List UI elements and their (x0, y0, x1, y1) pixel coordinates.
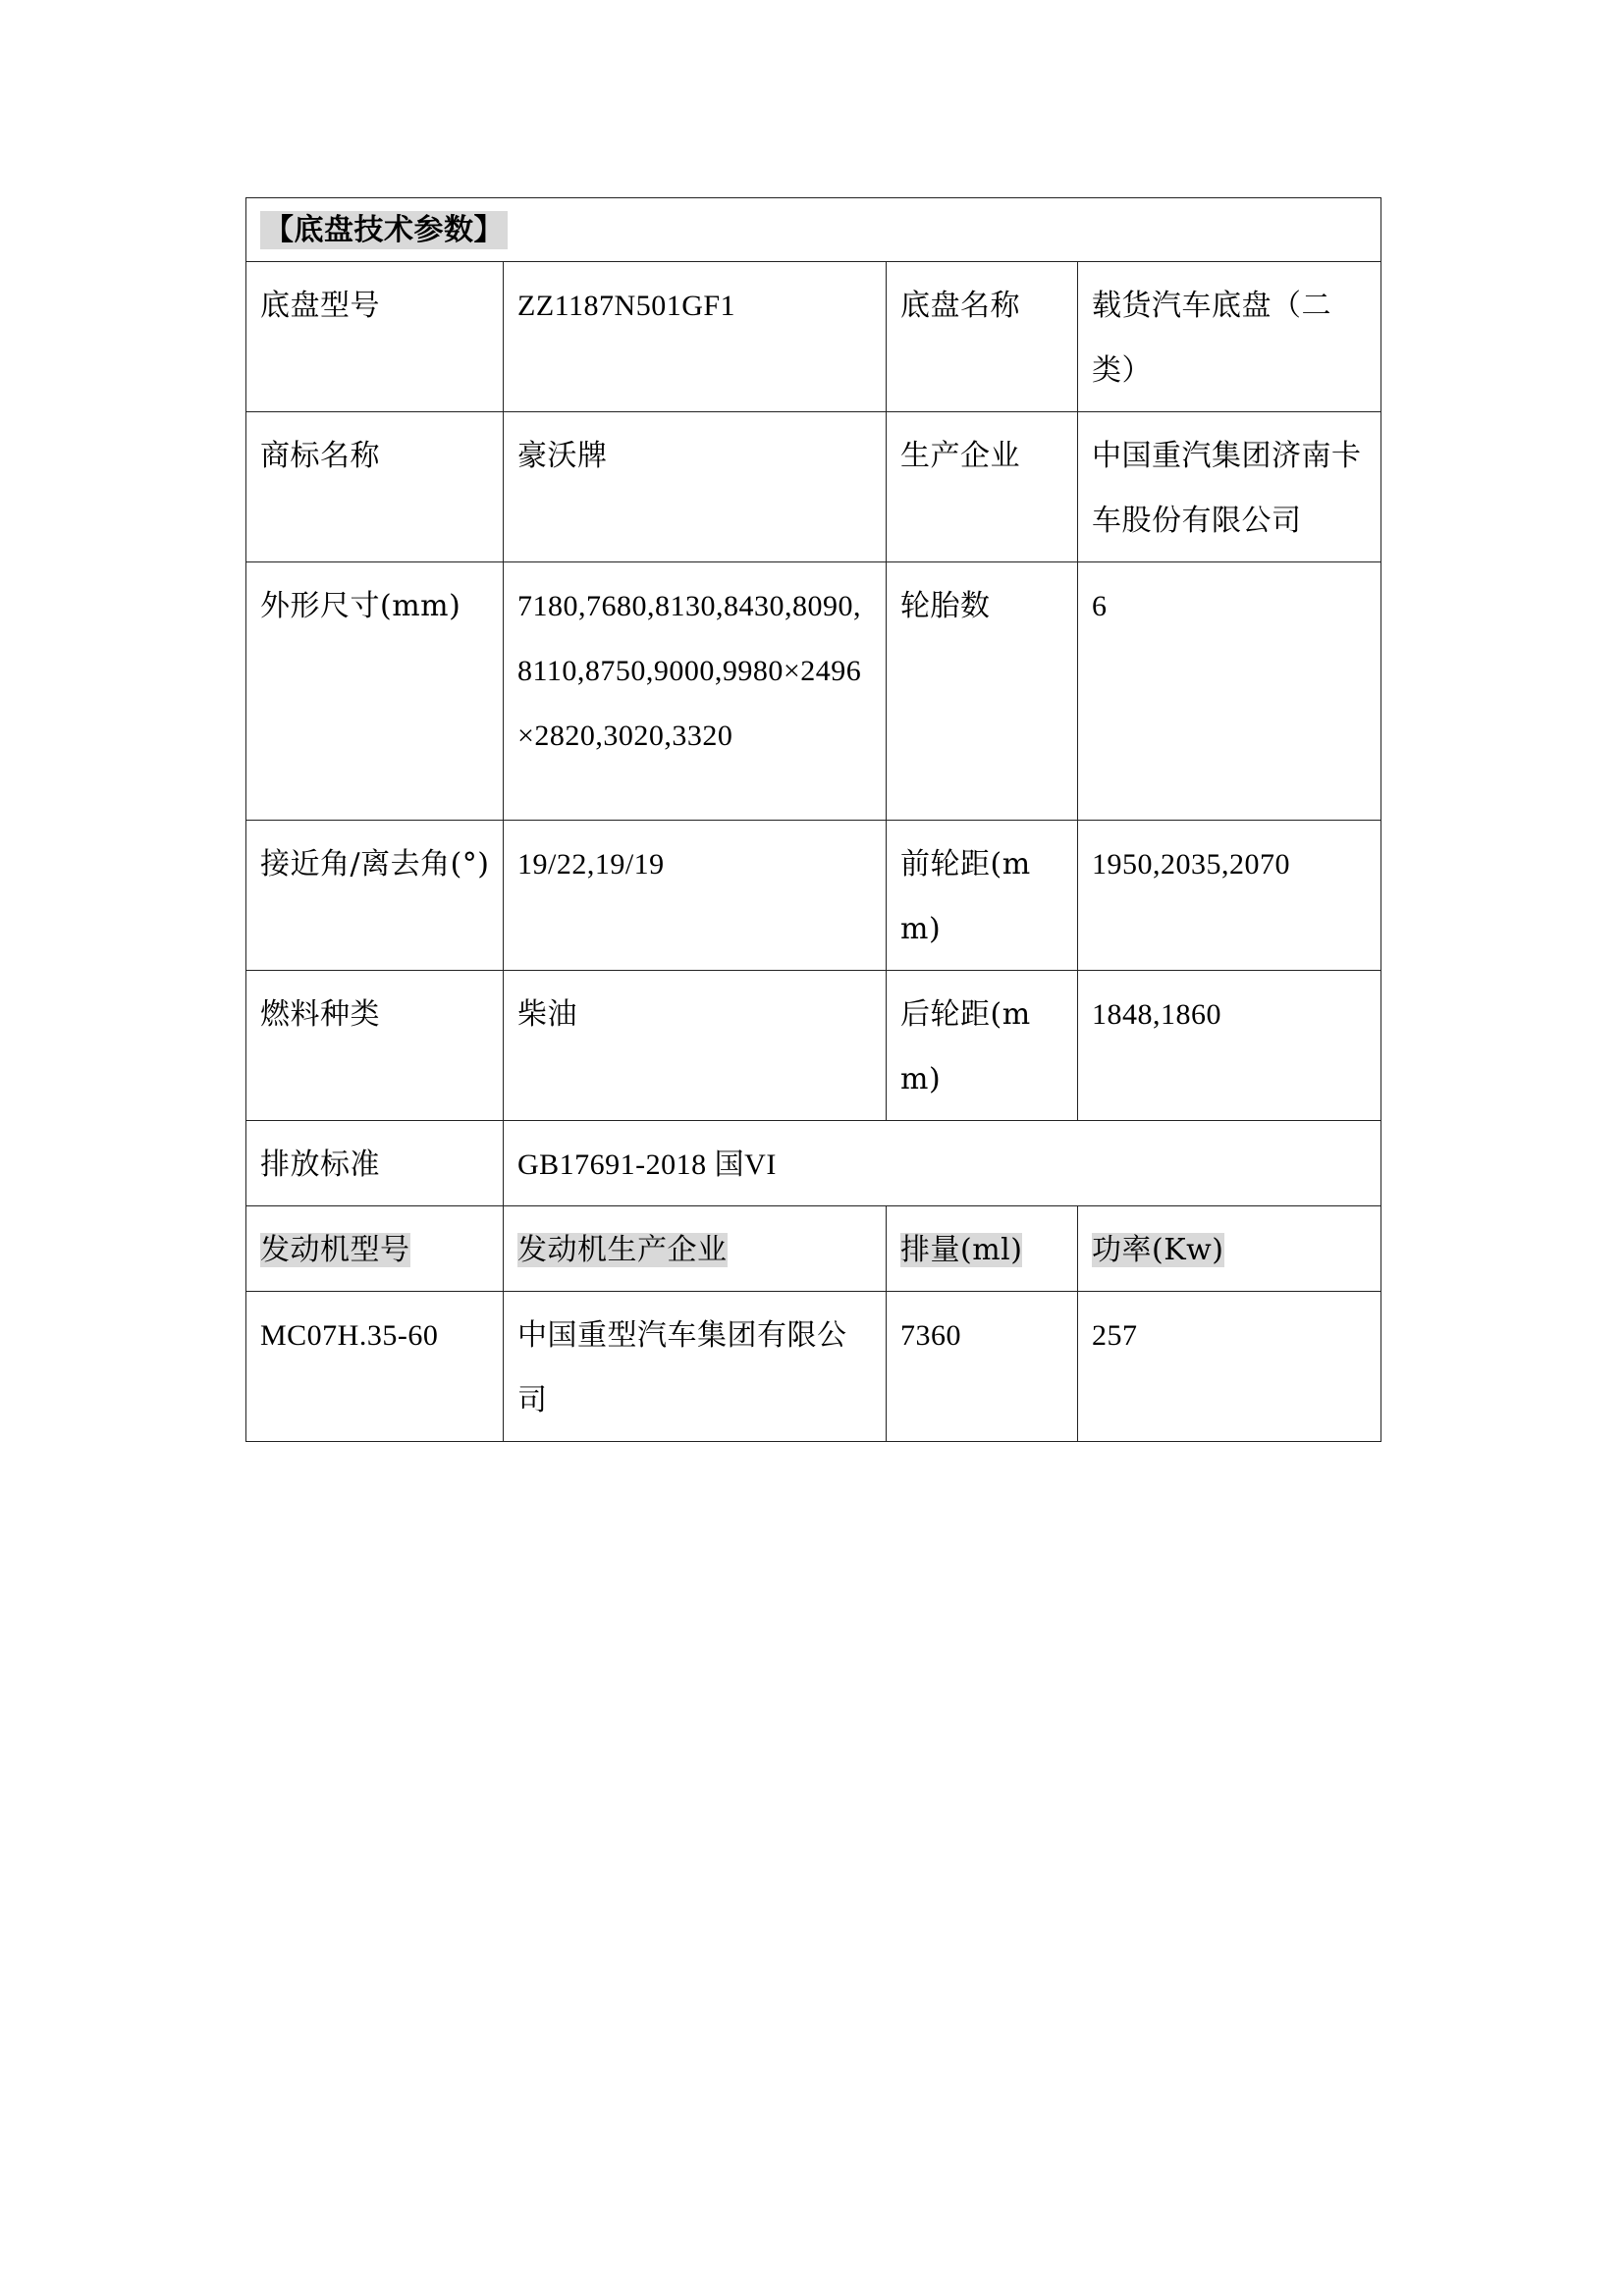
engine-header-cell (246, 1206, 504, 1292)
angle-value: 19/22,19/19 (504, 821, 887, 971)
engine-model-value: MC07H.35-60 (246, 1292, 504, 1442)
rear-track-label: 后轮距(mm) (887, 971, 1078, 1121)
title-row (246, 198, 1381, 262)
engine-header-cell (1078, 1206, 1381, 1292)
engine-manufacturer-header: 发动机生产企业 (517, 1233, 728, 1267)
engine-row (246, 1292, 1381, 1442)
chassis-name-value: 载货汽车底盘（二类） (1078, 262, 1381, 412)
brand-value: 豪沃牌 (504, 412, 887, 562)
manufacturer-value: 中国重汽集团济南卡车股份有限公司 (1078, 412, 1381, 562)
dimensions-label: 外形尺寸(mm) (246, 562, 504, 821)
chassis-model-label: 底盘型号 (246, 262, 504, 412)
power-header: 功率(Kw) (1092, 1233, 1224, 1267)
table-row (246, 821, 1381, 971)
rear-track-value: 1848,1860 (1078, 971, 1381, 1121)
engine-manufacturer-value: 中国重型汽车集团有限公司 (504, 1292, 887, 1442)
emission-value: GB17691-2018 国VI (504, 1121, 1381, 1206)
angle-label: 接近角/离去角(°) (246, 821, 504, 971)
engine-header-row (246, 1206, 1381, 1292)
front-track-label: 前轮距(mm) (887, 821, 1078, 971)
table-row (246, 412, 1381, 562)
section-title: 【底盘技术参数】 (260, 211, 508, 249)
engine-model-header: 发动机型号 (260, 1233, 410, 1267)
brand-label: 商标名称 (246, 412, 504, 562)
fuel-value: 柴油 (504, 971, 887, 1121)
power-value: 257 (1078, 1292, 1381, 1442)
title-cell (246, 198, 1381, 262)
displacement-header: 排量(ml) (900, 1233, 1023, 1267)
table-row (246, 971, 1381, 1121)
emission-label: 排放标准 (246, 1121, 504, 1206)
displacement-value: 7360 (887, 1292, 1078, 1442)
front-track-value: 1950,2035,2070 (1078, 821, 1381, 971)
tires-value: 6 (1078, 562, 1381, 821)
table-row (246, 562, 1381, 821)
manufacturer-label: 生产企业 (887, 412, 1078, 562)
engine-header-cell (887, 1206, 1078, 1292)
engine-header-cell (504, 1206, 887, 1292)
chassis-spec-table (245, 197, 1381, 1442)
tires-label: 轮胎数 (887, 562, 1078, 821)
table-row (246, 262, 1381, 412)
table-row (246, 1121, 1381, 1206)
chassis-name-label: 底盘名称 (887, 262, 1078, 412)
fuel-label: 燃料种类 (246, 971, 504, 1121)
chassis-model-value: ZZ1187N501GF1 (504, 262, 887, 412)
dimensions-value: 7180,7680,8130,8430,8090,8110,8750,9000,9980×2496×2820,3020,3320 (504, 562, 887, 821)
